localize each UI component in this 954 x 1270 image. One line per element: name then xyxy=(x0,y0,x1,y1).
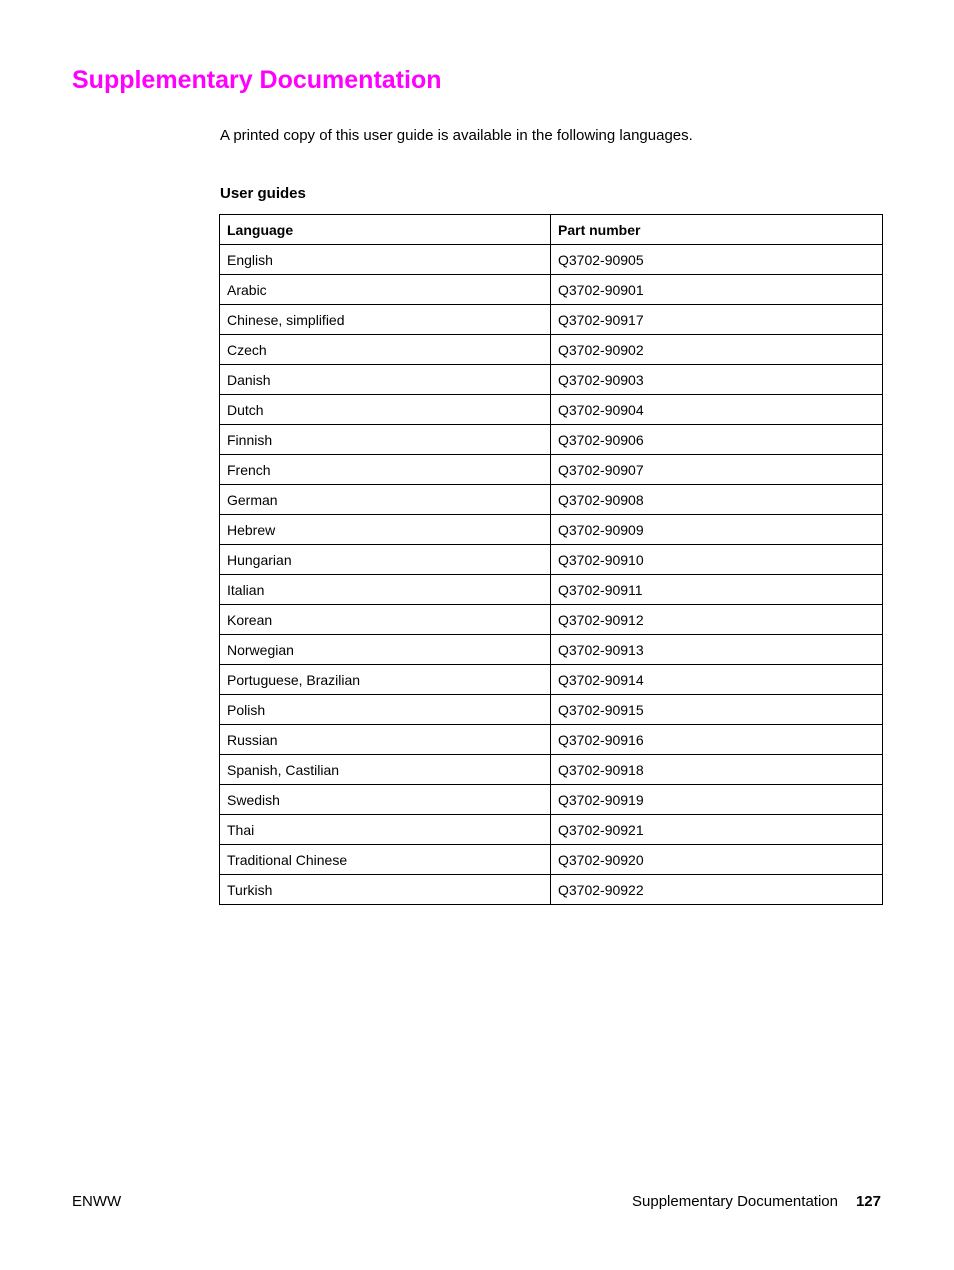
part-number-cell: Q3702-90902 xyxy=(551,335,883,365)
part-number-cell: Q3702-90915 xyxy=(551,695,883,725)
page-title: Supplementary Documentation xyxy=(72,66,442,94)
table-row xyxy=(220,305,883,335)
part-number-cell: Q3702-90913 xyxy=(551,635,883,665)
language-cell: Dutch xyxy=(220,395,551,425)
language-cell: German xyxy=(220,485,551,515)
table-row xyxy=(220,245,883,275)
table-caption: User guides xyxy=(220,185,306,202)
table-row xyxy=(220,485,883,515)
language-cell: Italian xyxy=(220,575,551,605)
part-number-cell: Q3702-90922 xyxy=(551,875,883,905)
intro-text: A printed copy of this user guide is available in the following languages. xyxy=(220,127,693,144)
part-number-cell: Q3702-90918 xyxy=(551,755,883,785)
column-header-part-number: Part number xyxy=(551,215,883,245)
table-row xyxy=(220,605,883,635)
language-cell: Polish xyxy=(220,695,551,725)
part-number-cell: Q3702-90911 xyxy=(551,575,883,605)
part-number-cell: Q3702-90914 xyxy=(551,665,883,695)
page-number: 127 xyxy=(855,1193,881,1210)
column-header-language: Language xyxy=(220,215,551,245)
language-cell: Hungarian xyxy=(220,545,551,575)
part-number-cell: Q3702-90920 xyxy=(551,845,883,875)
table-row xyxy=(220,425,883,455)
part-number-cell: Q3702-90912 xyxy=(551,605,883,635)
part-number-cell: Q3702-90921 xyxy=(551,815,883,845)
table-row xyxy=(220,275,883,305)
table-row xyxy=(220,695,883,725)
language-cell: Spanish, Castilian xyxy=(220,755,551,785)
table-row xyxy=(220,755,883,785)
language-cell: Hebrew xyxy=(220,515,551,545)
language-cell: English xyxy=(220,245,551,275)
table-row xyxy=(220,785,883,815)
table-row xyxy=(220,665,883,695)
table-row xyxy=(220,455,883,485)
table-row xyxy=(220,515,883,545)
part-number-cell: Q3702-90919 xyxy=(551,785,883,815)
language-cell: Turkish xyxy=(220,875,551,905)
language-cell: Chinese, simplified xyxy=(220,305,551,335)
footer-label: ENWW xyxy=(72,1193,122,1210)
table-row xyxy=(220,365,883,395)
table-row xyxy=(220,335,883,365)
part-number-cell: Q3702-90917 xyxy=(551,305,883,335)
language-cell: Czech xyxy=(220,335,551,365)
part-number-cell: Q3702-90903 xyxy=(551,365,883,395)
language-cell: French xyxy=(220,455,551,485)
footer-right xyxy=(632,1192,881,1212)
table-row xyxy=(220,875,883,905)
language-cell: Finnish xyxy=(220,425,551,455)
table-row xyxy=(220,635,883,665)
table-row xyxy=(220,845,883,875)
part-number-cell: Q3702-90904 xyxy=(551,395,883,425)
footer-section-title: Supplementary Documentation xyxy=(632,1193,838,1210)
language-cell: Portuguese, Brazilian xyxy=(220,665,551,695)
part-number-cell: Q3702-90906 xyxy=(551,425,883,455)
part-number-cell: Q3702-90907 xyxy=(551,455,883,485)
part-number-cell: Q3702-90909 xyxy=(551,515,883,545)
user-guides-table xyxy=(219,214,883,905)
part-number-cell: Q3702-90908 xyxy=(551,485,883,515)
part-number-cell: Q3702-90901 xyxy=(551,275,883,305)
part-number-cell: Q3702-90905 xyxy=(551,245,883,275)
language-cell: Traditional Chinese xyxy=(220,845,551,875)
language-cell: Swedish xyxy=(220,785,551,815)
table-row xyxy=(220,545,883,575)
table-row xyxy=(220,575,883,605)
table-header-row xyxy=(220,215,883,245)
language-cell: Danish xyxy=(220,365,551,395)
part-number-cell: Q3702-90910 xyxy=(551,545,883,575)
language-cell: Arabic xyxy=(220,275,551,305)
table-row xyxy=(220,815,883,845)
table-row xyxy=(220,395,883,425)
language-cell: Korean xyxy=(220,605,551,635)
table-body xyxy=(220,245,883,905)
table-row xyxy=(220,725,883,755)
language-cell: Norwegian xyxy=(220,635,551,665)
language-cell: Thai xyxy=(220,815,551,845)
language-cell: Russian xyxy=(220,725,551,755)
part-number-cell: Q3702-90916 xyxy=(551,725,883,755)
